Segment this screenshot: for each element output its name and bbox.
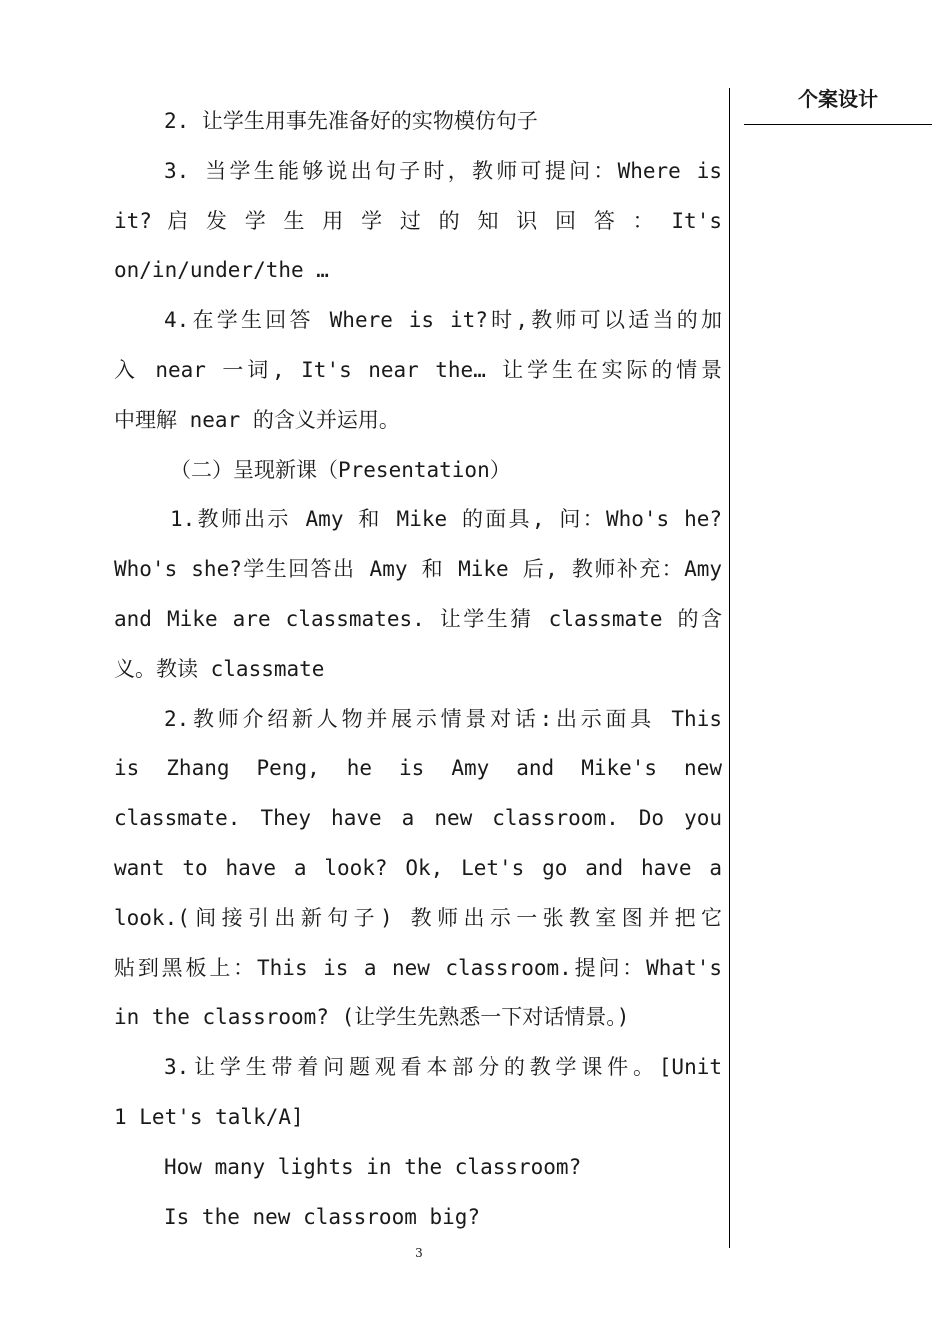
text-line: Who's she?学生回答出 Amy 和 Mike 后, 教师补充：Amy: [114, 557, 722, 582]
text-line: 2.教师介绍新人物并展示情景对话:出示面具 This: [164, 706, 722, 731]
side-title-underline: [744, 124, 932, 125]
text-line: on/in/under/the …: [114, 258, 329, 283]
text-line: 1 Let's talk/A]: [114, 1104, 304, 1129]
text-line: classmate. They have a new classroom. Do you: [114, 806, 722, 831]
text-line: look.(间接引出新句子) 教师出示一张教室图并把它: [114, 905, 722, 930]
text-line: and Mike are classmates. 让学生猜 classmate 的含: [114, 606, 722, 631]
text-line: in the classroom? (让学生先熟悉一下对话情景。): [114, 1005, 630, 1030]
text-line: 3. 当学生能够说出句子时，教师可提问：Where is: [164, 158, 722, 183]
text-line: 义。教读 classmate: [114, 656, 325, 681]
lesson-plan-body: [114, 97, 722, 1242]
text-line: it? 启 发 学 生 用 学 过 的 知 识 回 答 ： It's: [114, 208, 722, 233]
text-line: 4.在学生回答 Where is it?时,教师可以适当的加: [164, 308, 722, 333]
question-line: Is the new classroom big?: [164, 1204, 481, 1229]
text-line: 1.教师出示 Amy 和 Mike 的面具, 问：Who's he?: [170, 507, 722, 532]
text-line: 贴到黑板上：This is a new classroom.提问：What's: [114, 955, 722, 980]
section-heading: （二）呈现新课（Presentation）: [170, 457, 511, 482]
text-line: want to have a look? Ok, Let's go and have a: [114, 855, 722, 880]
column-divider: [729, 88, 730, 1248]
text-line: 3.让学生带着问题观看本部分的教学课件。[Unit: [164, 1055, 722, 1080]
side-column-title: 个案设计: [798, 87, 878, 111]
page-number: 3: [415, 1246, 423, 1260]
text-line: 中理解 near 的含义并运用。: [114, 407, 400, 432]
question-line: How many lights in the classroom?: [164, 1154, 582, 1179]
text-line: is Zhang Peng, he is Amy and Mike's new: [114, 756, 722, 781]
text-line: 2. 让学生用事先准备好的实物模仿句子: [164, 109, 538, 133]
text-line: 入 near 一词, It's near the… 让学生在实际的情景: [114, 357, 722, 382]
